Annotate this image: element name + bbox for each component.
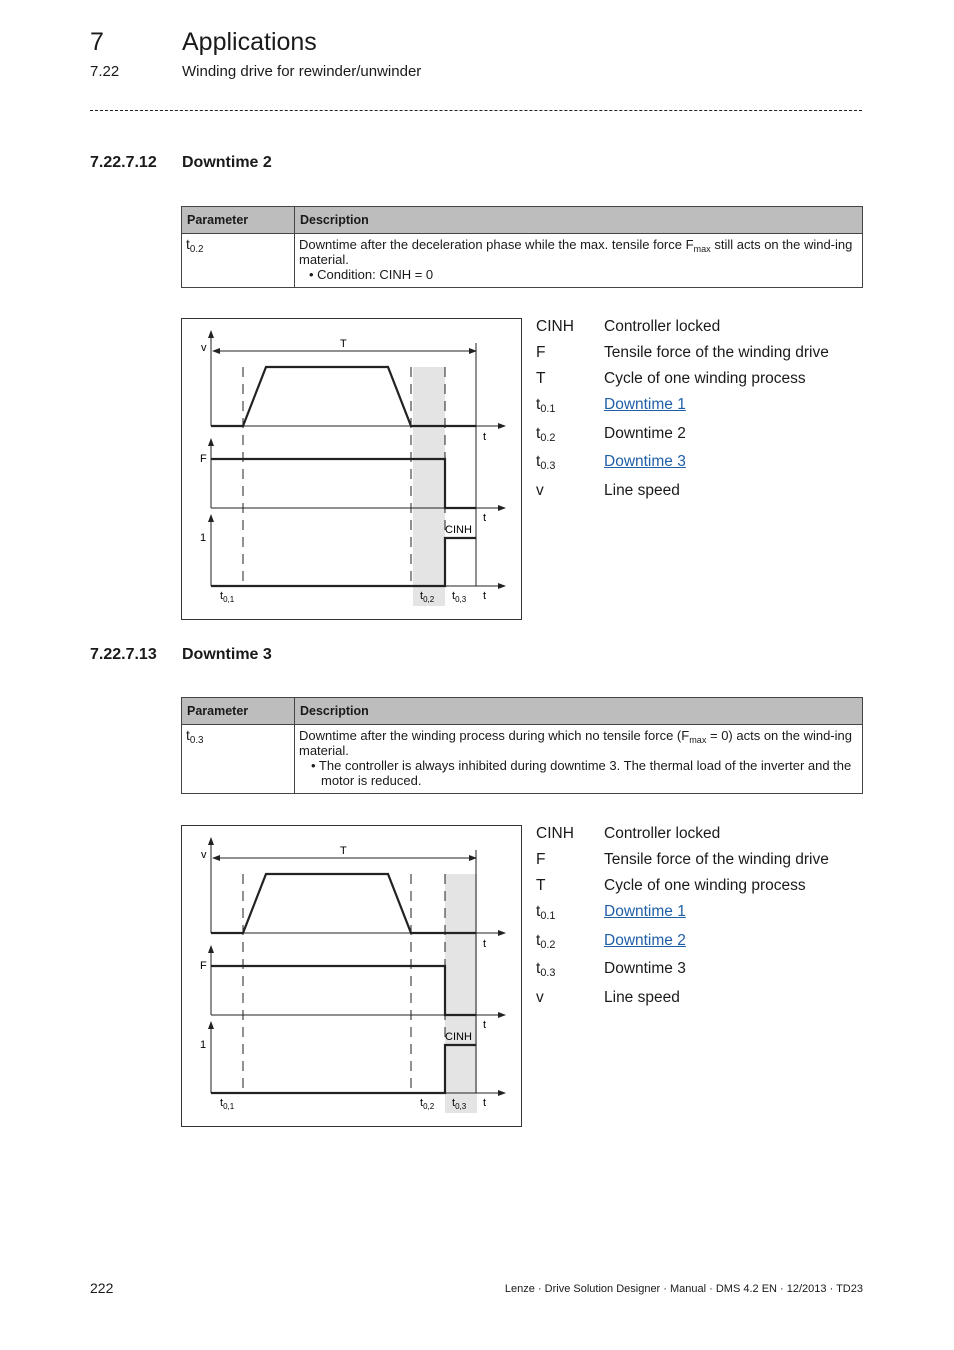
column-header-parameter: Parameter — [182, 698, 295, 725]
speed-signal — [211, 874, 476, 933]
parameter-table — [181, 206, 863, 288]
desc-subscript: max — [689, 735, 707, 745]
desc-bullet: • The controller is always inhibited during downtime 3. The thermal load of the inverter and the motor is reduced. — [311, 758, 852, 788]
cycle-label: T — [340, 338, 347, 350]
desc-bullet: • Condition: CINH = 0 — [309, 267, 434, 282]
time-axis-label: t — [483, 590, 487, 602]
timing-diagram — [181, 318, 522, 620]
param-subscript: 0.3 — [189, 735, 204, 746]
f-axis-label: F — [200, 453, 207, 465]
downtime-1-link[interactable]: Downtime 1 — [604, 396, 686, 413]
t01-label: $t_{0,1}$ — [220, 1097, 235, 1111]
one-level-label: 1 — [200, 1039, 207, 1051]
parameter-cell — [182, 725, 295, 794]
time-axis-label: t — [483, 1019, 487, 1031]
subsection-number: 7.22.7.12 — [90, 154, 157, 171]
cycle-label: T — [340, 845, 347, 857]
column-header-parameter: Parameter — [182, 207, 295, 234]
desc-text: Downtime after the winding process during which no tensile force (F — [299, 728, 690, 743]
one-level-label: 1 — [200, 532, 207, 544]
t01-label: $t_{0,1}$ — [220, 590, 235, 604]
downtime-2-link[interactable]: Downtime 2 — [604, 932, 686, 949]
column-header-description: Description — [295, 698, 863, 725]
subsection-number: 7.22.7.13 — [90, 646, 157, 663]
desc-text-cont: still acts on the wind-ing material. — [299, 237, 853, 267]
cinh-signal — [211, 1045, 476, 1093]
param-subscript: 0.2 — [189, 244, 204, 255]
desc-text-cont: = 0) acts on the wind-ing material. — [299, 728, 852, 758]
param-symbol: t — [186, 236, 190, 252]
page-number: 222 — [90, 1280, 114, 1296]
t02-label: $t_{0,2}$ — [420, 590, 435, 604]
chapter-title: Applications — [182, 28, 317, 56]
description-cell — [295, 725, 863, 794]
param-symbol: t — [186, 727, 190, 743]
t03-label: $t_{0,3}$ — [452, 590, 467, 604]
parameter-table — [181, 697, 863, 794]
time-axis-label: t — [483, 512, 487, 524]
downtime-1-link[interactable]: Downtime 1 — [604, 903, 686, 920]
parameter-cell — [182, 234, 295, 288]
time-axis-label: t — [483, 938, 487, 950]
subsection-title: Downtime 2 — [182, 154, 272, 171]
column-header-description: Description — [295, 207, 863, 234]
f-axis-label: F — [200, 960, 207, 972]
v-axis-label: v — [201, 342, 207, 354]
cinh-label: CINH — [445, 524, 472, 536]
timing-diagram-svg — [182, 826, 523, 1128]
chapter-number: 7 — [90, 28, 104, 56]
downtime-2-shaded-area — [413, 367, 445, 606]
description-cell — [295, 234, 863, 288]
v-axis-label: v — [201, 849, 207, 861]
section-title: Winding drive for rewinder/unwinder — [182, 63, 422, 80]
downtime-3-shaded-area — [445, 874, 477, 1113]
t02-label: $t_{0,2}$ — [420, 1097, 435, 1111]
timing-diagram-svg — [182, 319, 523, 621]
timing-diagram — [181, 825, 522, 1127]
time-axis-label: t — [483, 431, 487, 443]
section-number: 7.22 — [90, 63, 120, 80]
downtime-3-link[interactable]: Downtime 3 — [604, 453, 686, 470]
time-axis-label: t — [483, 1097, 487, 1109]
header-divider — [90, 110, 862, 111]
t03-label: $t_{0,3}$ — [452, 1097, 467, 1111]
desc-subscript: max — [693, 244, 711, 254]
cinh-label: CINH — [445, 1031, 472, 1043]
desc-text: Downtime after the deceleration phase while the max. tensile force F — [299, 237, 694, 252]
force-signal — [211, 966, 476, 1015]
footer-text: Lenze · Drive Solution Designer · Manual · DMS 4.2 EN · 12/2013 · TD23 — [504, 1283, 863, 1295]
subsection-title: Downtime 3 — [182, 646, 272, 663]
